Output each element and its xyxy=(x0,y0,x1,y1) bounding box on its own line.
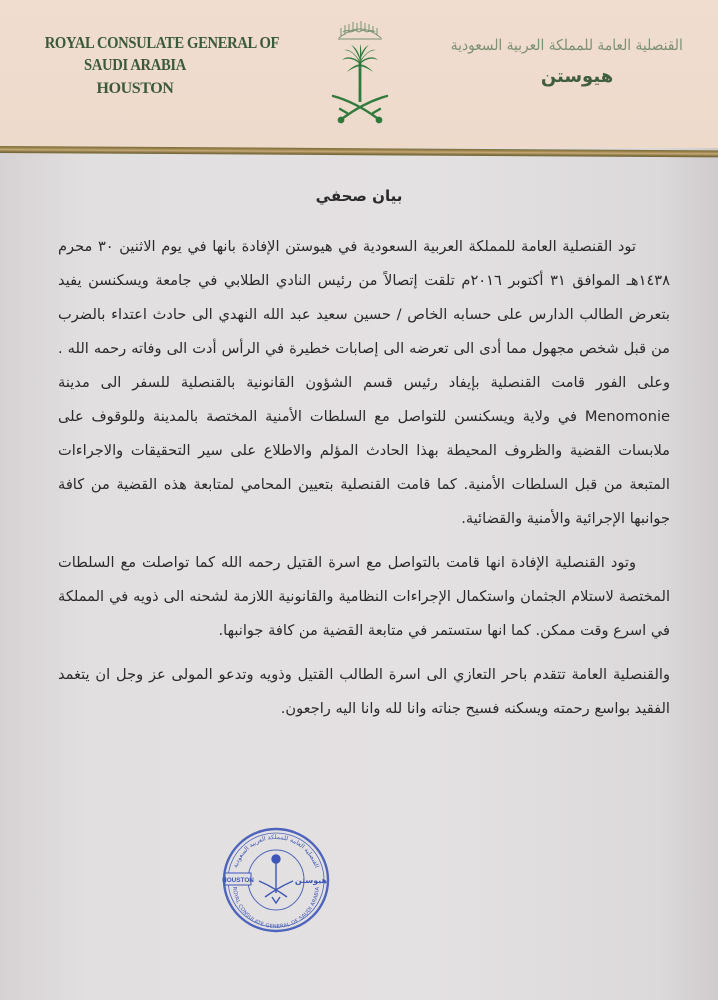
seal-emblem-icon xyxy=(259,855,293,903)
palm-and-swords-emblem-icon xyxy=(325,18,395,126)
consulate-seal-stamp xyxy=(221,825,331,935)
document-body xyxy=(58,230,670,726)
body-paragraph-1: تود القنصلية العامة للمملكة العربية السعودية في هيوستن الإفادة بانها في يوم الاثنين ٣٠ محرم ١٤٣٨هـ الموافق ٣١ أكتوبر ٢٠١٦م تلقت إتصالاً من رئيس النادي الطلابي في جامعة ويسكنسن يفيد بتعرض الطالب الدارس على حسابه الخاص / حسين سعيد عبد الله النهدي الى حادث اعتداء بالضرب من قبل شخص مجهول مما أدى الى تعرضه الى إصابات خطيرة في الرأس أدت الى وفاته رحمه الله . وعلى الفور قامت القنصلية بإيفاد رئيس قسم الشؤون القانونية بالقنصلية للسفر الى مدينة Menomonie في ولاية ويسكنسن للتواصل مع السلطات الأمنية المختصة بالمدينة وللوقوف على ملابسات القضية والظروف المحيطة بهذا الحادث المؤلم والاطلاع على سير التحقيقات والاجراءات المتبعة من قبل السلطات الأمنية. كما قامت القنصلية بتعيين المحامي لمتابعة هذه القضية من كافة جوانبها الإجرائية والأمنية والقضائية. xyxy=(58,238,670,527)
letterhead-arabic-calligraphy: القنصلية العامة للمملكة العربية السعودية xyxy=(450,36,683,54)
letterhead-arabic-city: هيوستن xyxy=(540,66,614,87)
seal-label-houston: HOUSTON xyxy=(222,877,254,884)
letterhead-english-line-3: HOUSTON xyxy=(96,80,174,97)
letterhead-english xyxy=(30,32,280,100)
palm-tree-icon xyxy=(342,44,378,102)
letterhead xyxy=(0,0,718,148)
document-title: بيان صحفي xyxy=(315,187,403,205)
letterhead-english-line-1: ROYAL CONSULATE GENERAL OF xyxy=(44,33,280,52)
letterhead-arabic xyxy=(450,36,692,87)
body-paragraph-3: والقنصلية العامة تتقدم باحر التعازي الى اسرة الطالب القتيل وذويه وتدعو المولى عز وجل ان يتغمد الفقيد بواسع رحمته ويسكنه فسيح جناته وانا لله وانا اليه راجعون. xyxy=(58,666,670,717)
letterhead-english-line-2: SAUDI ARABIA xyxy=(84,55,186,74)
seal-label-arabic: هيوستن xyxy=(294,876,328,885)
body-paragraph-2: وتود القنصلية الإفادة انها قامت بالتواصل مع اسرة القتيل رحمه الله كما تواصلت مع السلطات المختصة لاستلام الجثمان واستكمال الإجراءات النظامية والقانونية اللازمة لشحنه الى ذويه في المملكة في اسرع وقت ممكن. كما انها ستستمر في متابعة القضية من كافة جوانبها. xyxy=(58,554,670,639)
seal-outer-text-en: ROYAL CONSULATE GENERAL OF SAUDI ARABIA xyxy=(231,886,321,931)
seal-outer-text-ar: القنصلية العامة للمملكة العربية السعودية xyxy=(232,833,320,869)
emblem-motto-calligraphy xyxy=(338,21,382,39)
